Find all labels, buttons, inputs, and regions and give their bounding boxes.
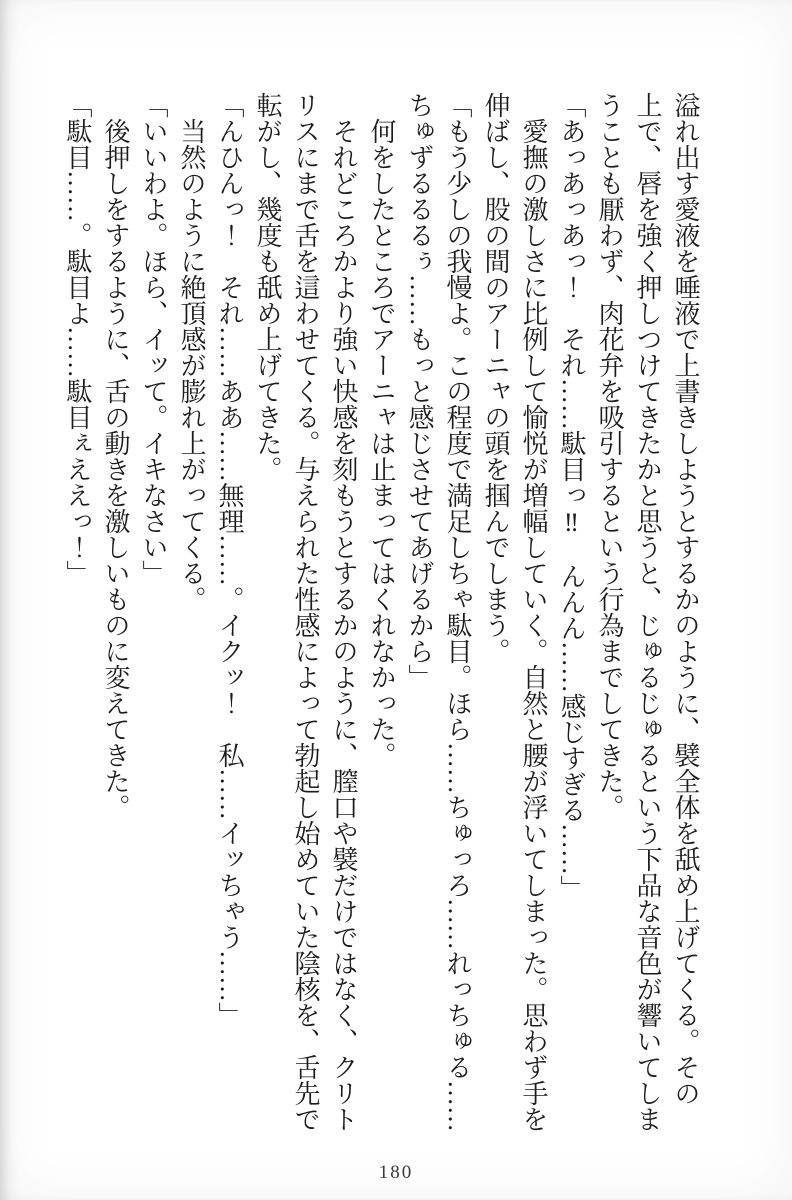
- text-line: 溢れ出す愛液を唾液で上書きしようとするかのように、襞全体を舐め上げてくる。その: [671, 92, 700, 1106]
- page-text: [58, 92, 704, 1140]
- page-number: 180: [378, 1162, 414, 1183]
- text-line: 伸ばし、股の間のアーニャの頭を掴んでしまう。: [481, 92, 510, 664]
- text-line: うことも厭わず、肉花弁を吸引するという行為までしてきた。: [595, 92, 624, 820]
- text-line: 「駄目……。駄目よ……駄目ぇええっ！」: [63, 92, 92, 586]
- text-line: それどころかより強い快感を刻もうとするかのように、膣口や襞だけではなく、クリト: [329, 118, 358, 1132]
- text-line: 「んひんっ！ それ……ああ……無理……。イクッ！ 私……イッちゃう……」: [215, 92, 244, 1028]
- text-line: 「もう少しの我慢よ。この程度で満足しちゃ駄目。ほら……ちゅっろ……れっちゅる……: [443, 92, 472, 1132]
- text-line: 後押しをするように、舌の動きを激しいものに変えてきた。: [101, 118, 130, 820]
- text-line: 何をしたところでアーニャは止まってはくれなかった。: [367, 118, 396, 768]
- text-line: 「あっあっあっ！ それ……駄目っ‼ んんん……感じすぎる……」: [557, 92, 586, 901]
- text-line: リスにまで舌を這わせてくる。与えられた性感によって勃起し始めていた陰核を、舌先で: [291, 92, 320, 1132]
- text-line: 「いいわよ。ほら、イッて。イキなさい」: [139, 92, 168, 586]
- text-line: 当然のように絶頂感が膨れ上がってくる。: [177, 118, 206, 612]
- text-line: ちゅずるるるぅ……もっと感じさせてあげるから」: [405, 92, 434, 690]
- text-line: 転がし、幾度も舐め上げてきた。: [253, 92, 282, 482]
- text-line: 上で、唇を強く押しつけてきたかと思うと、じゅるじゅるという下品な音色が響いてしま: [633, 92, 662, 1132]
- text-line: 愛撫の激しさに比例して愉悦が増幅していく。自然と腰が浮いてしまった。思わず手を: [519, 118, 548, 1132]
